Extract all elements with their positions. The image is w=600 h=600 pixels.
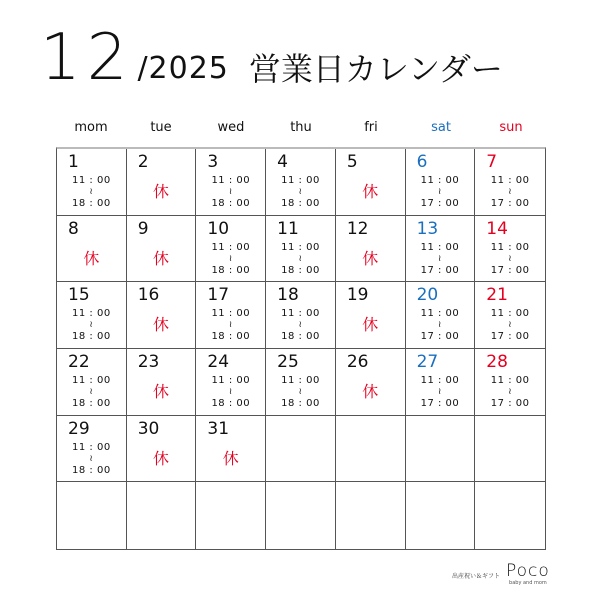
business-hours — [475, 308, 545, 343]
closed-label: 休 — [362, 315, 379, 335]
empty-cell — [475, 482, 545, 549]
range-tilde: ≀ — [89, 453, 94, 464]
range-tilde: ≀ — [508, 386, 513, 397]
empty-cell — [127, 482, 197, 549]
day-cell — [57, 149, 127, 216]
business-hours — [266, 175, 335, 210]
range-tilde: ≀ — [228, 253, 233, 264]
business-hours — [57, 442, 126, 477]
range-tilde: ≀ — [298, 187, 303, 197]
business-hours — [406, 308, 475, 343]
day-number: 17 — [207, 285, 230, 306]
day-number: 11 — [277, 218, 299, 239]
range-tilde: ≀ — [508, 320, 513, 331]
close-time: 18 : 00 — [281, 198, 320, 209]
page-title: 営業日カレンダー — [248, 50, 503, 88]
day-cell — [406, 149, 476, 216]
open-time: 11 : 00 — [281, 374, 320, 386]
close-time: 17 : 00 — [420, 264, 460, 276]
weekday-mom: mom — [74, 120, 108, 135]
business-hours — [475, 175, 545, 210]
close-time: 18 : 00 — [211, 264, 251, 276]
range-tilde: ≀ — [437, 386, 442, 397]
day-number: 9 — [137, 218, 149, 239]
business-hours — [475, 375, 545, 410]
close-time: 17 : 00 — [490, 198, 530, 209]
closed-label: 休 — [83, 248, 100, 268]
day-number: 18 — [277, 285, 299, 306]
empty-cell — [336, 416, 406, 483]
open-time: 11 : 00 — [211, 374, 251, 386]
open-time: 11 : 00 — [490, 175, 530, 186]
open-time: 11 : 00 — [490, 308, 530, 320]
empty-cell — [266, 416, 336, 483]
weekday-tue: tue — [150, 120, 172, 135]
range-tilde: ≀ — [89, 320, 94, 331]
business-hours — [406, 242, 475, 277]
day-cell — [406, 216, 476, 283]
business-hours — [406, 375, 475, 410]
close-time: 18 : 00 — [281, 264, 320, 276]
empty-cell — [57, 482, 127, 549]
day-number: 14 — [486, 218, 508, 239]
business-hours — [266, 242, 335, 277]
business-hours — [475, 242, 545, 277]
day-number: 8 — [68, 218, 79, 239]
business-hours — [266, 308, 335, 343]
open-time: 11 : 00 — [420, 308, 460, 320]
day-number: 20 — [416, 285, 439, 306]
range-tilde: ≀ — [437, 187, 442, 197]
weekday-wed: wed — [217, 120, 245, 135]
day-cell — [57, 349, 127, 416]
day-number: 6 — [416, 152, 428, 172]
day-cell — [127, 282, 197, 349]
empty-cell — [475, 416, 545, 483]
close-time: 18 : 00 — [72, 198, 111, 209]
open-time: 11 : 00 — [211, 175, 251, 186]
range-tilde: ≀ — [228, 386, 233, 397]
day-cell — [266, 216, 336, 283]
empty-cell — [406, 416, 476, 483]
closed-label: 休 — [362, 182, 379, 201]
open-time: 11 : 00 — [72, 374, 111, 386]
day-cell — [266, 149, 336, 216]
day-cell — [57, 416, 127, 483]
range-tilde: ≀ — [508, 253, 513, 264]
range-tilde: ≀ — [437, 253, 442, 264]
day-number: 30 — [137, 418, 160, 439]
day-cell — [196, 416, 266, 483]
business-hours — [57, 175, 126, 210]
day-cell — [406, 282, 476, 349]
open-time: 11 : 00 — [490, 374, 530, 386]
day-cell — [406, 349, 476, 416]
day-number: 19 — [346, 285, 369, 306]
closed-label: 休 — [362, 248, 379, 268]
day-cell — [196, 149, 266, 216]
day-number: 25 — [277, 351, 299, 372]
close-time: 17 : 00 — [490, 264, 530, 276]
day-cell — [127, 149, 197, 216]
calendar-grid — [56, 147, 546, 550]
day-number: 29 — [68, 418, 90, 439]
day-cell — [57, 282, 127, 349]
day-number: 7 — [486, 152, 498, 172]
day-number: 28 — [486, 351, 508, 372]
day-cell — [57, 216, 127, 283]
open-time: 11 : 00 — [420, 241, 460, 253]
day-number: 24 — [207, 351, 230, 372]
empty-cell — [196, 482, 266, 549]
business-hours — [196, 242, 265, 277]
range-tilde: ≀ — [298, 386, 303, 397]
range-tilde: ≀ — [298, 253, 303, 264]
closed-label: 休 — [153, 248, 170, 268]
open-time: 11 : 00 — [281, 308, 320, 320]
day-number: 3 — [207, 152, 219, 172]
closed-label: 休 — [153, 448, 170, 468]
day-cell — [475, 349, 545, 416]
close-time: 18 : 00 — [281, 331, 320, 343]
day-number: 27 — [416, 351, 439, 372]
footer-brand — [452, 563, 550, 586]
open-time: 11 : 00 — [420, 175, 460, 186]
weekday-fri: fri — [364, 120, 378, 135]
range-tilde: ≀ — [89, 386, 94, 397]
day-cell — [475, 149, 545, 216]
business-hours — [57, 308, 126, 343]
day-cell — [196, 349, 266, 416]
open-time: 11 : 00 — [420, 374, 460, 386]
day-cell — [475, 282, 545, 349]
day-number: 2 — [137, 152, 149, 172]
closed-label: 休 — [222, 448, 239, 468]
empty-cell — [406, 482, 476, 549]
day-cell — [266, 282, 336, 349]
day-number: 12 — [346, 218, 369, 239]
day-cell — [127, 216, 197, 283]
open-time: 11 : 00 — [211, 241, 251, 253]
close-time: 17 : 00 — [490, 397, 530, 409]
closed-label: 休 — [153, 381, 170, 401]
logo-subtext: baby and mom — [509, 580, 547, 586]
open-time: 11 : 00 — [72, 175, 111, 186]
day-number: 1 — [68, 152, 79, 172]
logo-text: Poco — [506, 561, 550, 581]
range-tilde: ≀ — [437, 320, 442, 331]
day-number: 15 — [68, 285, 90, 306]
open-time: 11 : 00 — [211, 308, 251, 320]
closed-label: 休 — [153, 315, 170, 335]
day-cell — [336, 216, 406, 283]
closed-label: 休 — [362, 381, 379, 401]
close-time: 18 : 00 — [72, 397, 111, 409]
day-cell — [336, 282, 406, 349]
day-number: 13 — [416, 218, 439, 239]
day-number: 10 — [207, 218, 230, 239]
day-number: 5 — [346, 152, 358, 172]
open-time: 11 : 00 — [281, 241, 320, 253]
day-cell — [196, 216, 266, 283]
close-time: 18 : 00 — [211, 397, 251, 409]
close-time: 18 : 00 — [72, 464, 111, 476]
business-hours — [406, 175, 475, 210]
range-tilde: ≀ — [228, 320, 233, 331]
day-cell — [196, 282, 266, 349]
year: /2025 — [137, 51, 229, 86]
calendar-title — [40, 20, 503, 95]
open-time: 11 : 00 — [490, 241, 530, 253]
close-time: 17 : 00 — [420, 198, 460, 209]
day-number: 21 — [486, 285, 508, 306]
open-time: 11 : 00 — [281, 175, 320, 186]
day-cell — [336, 149, 406, 216]
day-cell — [336, 349, 406, 416]
range-tilde: ≀ — [89, 187, 94, 197]
day-cell — [127, 416, 197, 483]
range-tilde: ≀ — [228, 187, 233, 197]
day-cell — [475, 216, 545, 283]
business-hours — [196, 175, 265, 210]
day-number: 16 — [137, 285, 160, 306]
empty-cell — [336, 482, 406, 549]
business-hours — [57, 375, 126, 410]
range-tilde: ≀ — [508, 187, 513, 197]
weekday-thu: thu — [290, 120, 312, 135]
empty-cell — [266, 482, 336, 549]
day-number: 31 — [207, 418, 230, 439]
day-number: 4 — [277, 152, 288, 172]
day-cell — [127, 349, 197, 416]
open-time: 11 : 00 — [72, 308, 111, 320]
day-cell — [266, 349, 336, 416]
close-time: 17 : 00 — [420, 331, 460, 343]
close-time: 18 : 00 — [281, 397, 320, 409]
business-hours — [266, 375, 335, 410]
close-time: 17 : 00 — [420, 397, 460, 409]
footer-tagline: 出産祝い＆ギフト — [452, 573, 501, 580]
business-hours — [196, 308, 265, 343]
range-tilde: ≀ — [298, 320, 303, 331]
brand-logo — [506, 563, 550, 586]
day-number: 22 — [68, 351, 90, 372]
close-time: 18 : 00 — [72, 331, 111, 343]
weekday-sun: sun — [499, 120, 523, 135]
business-hours — [196, 375, 265, 410]
open-time: 11 : 00 — [72, 441, 111, 453]
close-time: 17 : 00 — [490, 331, 530, 343]
month-number: 12 — [40, 21, 134, 95]
close-time: 18 : 00 — [211, 331, 251, 343]
day-number: 26 — [346, 351, 369, 372]
closed-label: 休 — [153, 182, 170, 201]
close-time: 18 : 00 — [211, 198, 251, 209]
weekday-header — [56, 120, 546, 135]
weekday-sat: sat — [431, 120, 451, 135]
day-number: 23 — [137, 351, 160, 372]
